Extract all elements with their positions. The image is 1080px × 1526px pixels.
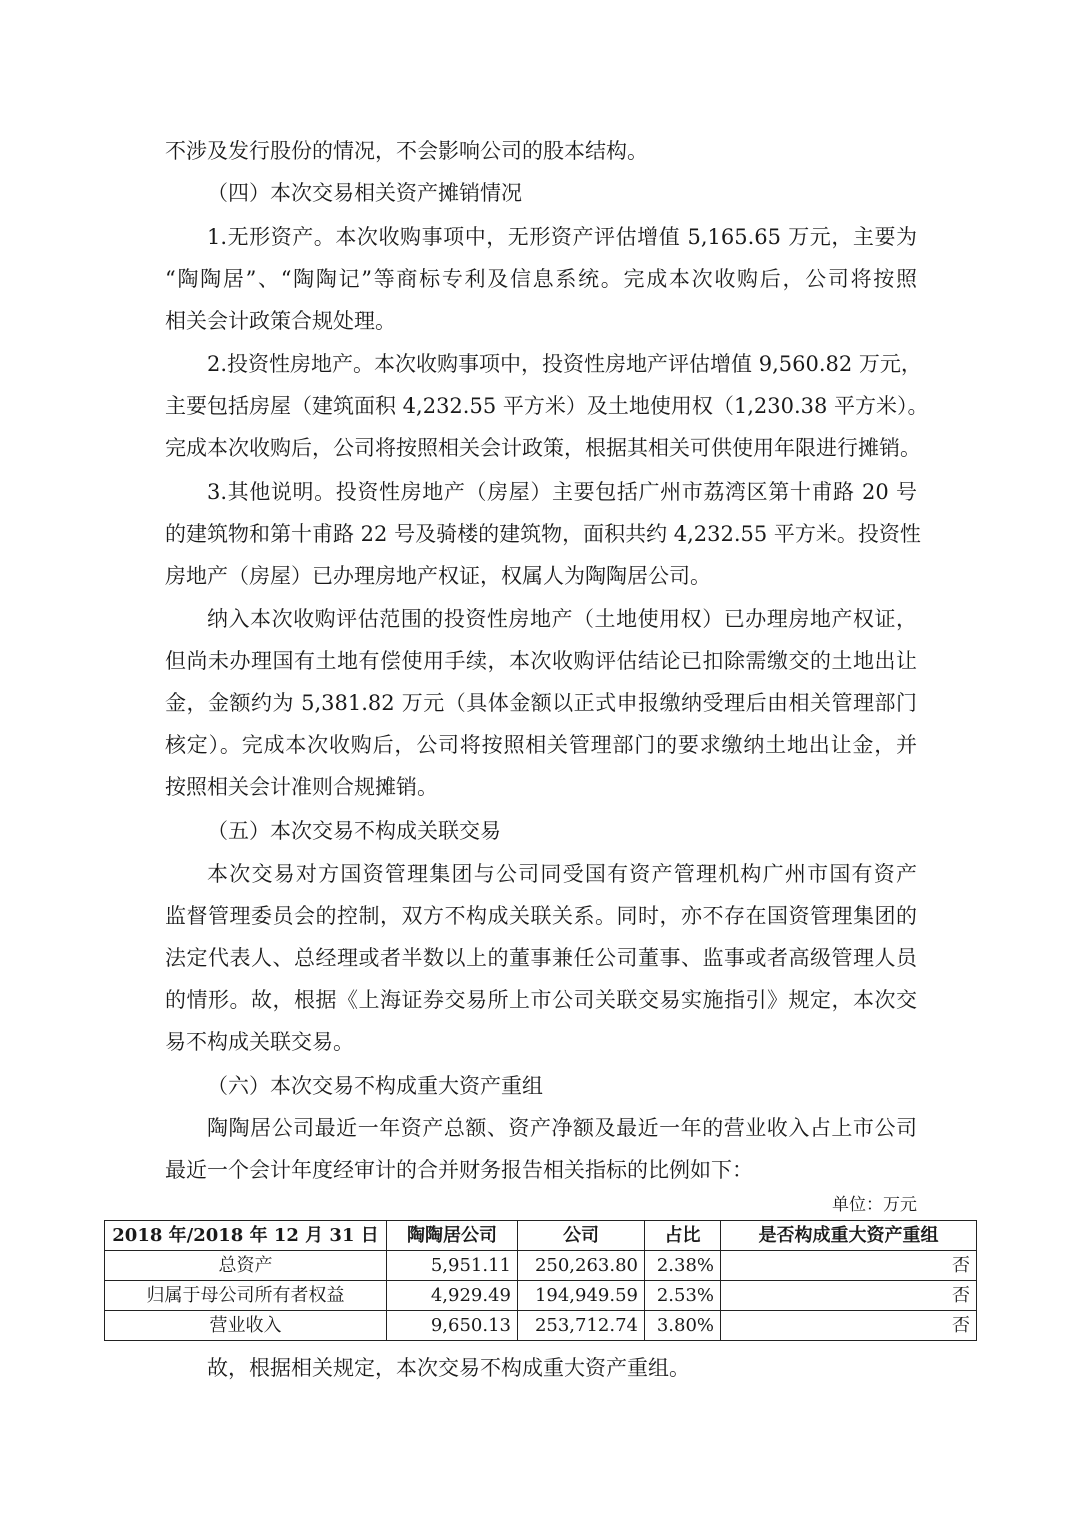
paragraph-line: 完成本次收购后，公司将按照相关会计政策，根据其相关可供使用年限进行摊销。 [165,436,921,460]
restructuring-value: 否 [721,1281,977,1311]
section-heading-6: （六）本次交易不构成重大资产重组 [207,1074,543,1098]
restructuring-value: 否 [721,1251,977,1281]
paragraph-line: 最近一个会计年度经审计的合并财务报告相关指标的比例如下： [165,1158,753,1182]
row-label: 归属于母公司所有者权益 [105,1281,387,1311]
paragraph-line: 的情形。故，根据《上海证券交易所上市公司关联交易实施指引》规定，本次交 [165,988,917,1012]
paragraph-line: 本次交易对方国资管理集团与公司同受国有资产管理机构广州市国有资产 [207,862,917,886]
col-header-company: 公司 [518,1221,645,1251]
asset-ratio-table [104,1220,977,1341]
paragraph-line: “陶陶居”、“陶陶记”等商标专利及信息系统。完成本次收购后，公司将按照 [165,267,917,291]
company-value: 194,949.59 [518,1281,645,1311]
paragraph-line: 1.无形资产。本次收购事项中，无形资产评估增值 5,165.65 万元，主要为 [207,225,917,249]
paragraph-line: 按照相关会计准则合规摊销。 [165,775,438,799]
paragraph-line: 核定）。完成本次收购后，公司将按照相关管理部门的要求缴纳土地出让金，并 [165,733,917,757]
ratio-value: 2.38% [645,1251,721,1281]
paragraph-line: 易不构成关联交易。 [165,1030,354,1054]
paragraph-line: 主要包括房屋（建筑面积 4,232.55 平方米）及土地使用权（1,230.38 平方米）。 [165,394,929,418]
ratio-value: 2.53% [645,1281,721,1311]
company-value: 250,263.80 [518,1251,645,1281]
paragraph-line: 纳入本次收购评估范围的投资性房地产（土地使用权）已办理房地产权证， [207,607,917,631]
paragraph-line: 3.其他说明。投资性房地产（房屋）主要包括广州市荔湾区第十甫路 20 号 [207,480,917,504]
paragraph-line: 但尚未办理国有土地有偿使用手续，本次收购评估结论已扣除需缴交的土地出让 [165,649,917,673]
conclusion-line: 故，根据相关规定，本次交易不构成重大资产重组。 [207,1356,690,1380]
unit-label: 单位：万元 [832,1195,917,1215]
paragraph-line: 的建筑物和第十甫路 22 号及骑楼的建筑物，面积共约 4,232.55 平方米。投资性 [165,522,921,546]
paragraph-line: 监督管理委员会的控制，双方不构成关联关系。同时，亦不存在国资管理集团的 [165,904,917,928]
col-header-period: 2018 年/2018 年 12 月 31 日 [105,1221,387,1251]
col-header-target-company: 陶陶居公司 [387,1221,518,1251]
paragraph-line: 陶陶居公司最近一年资产总额、资产净额及最近一年的营业收入占上市公司 [207,1116,917,1140]
table-row [105,1281,977,1311]
target-company-value: 5,951.11 [387,1251,518,1281]
paragraph-line: 房地产（房屋）已办理房地产权证，权属人为陶陶居公司。 [165,564,711,588]
table-row [105,1251,977,1281]
paragraph-line: 法定代表人、总经理或者半数以上的董事兼任公司董事、监事或者高级管理人员 [165,946,917,970]
target-company-value: 4,929.49 [387,1281,518,1311]
row-label: 总资产 [105,1251,387,1281]
company-value: 253,712.74 [518,1311,645,1341]
paragraph-line: 金，金额约为 5,381.82 万元（具体金额以正式申报缴纳受理后由相关管理部门 [165,691,917,715]
section-heading-5: （五）本次交易不构成关联交易 [207,819,501,843]
ratio-value: 3.80% [645,1311,721,1341]
restructuring-value: 否 [721,1311,977,1341]
paragraph-line: 2.投资性房地产。本次收购事项中，投资性房地产评估增值 9,560.82 万元， [207,352,922,376]
col-header-major-restructuring: 是否构成重大资产重组 [721,1221,977,1251]
target-company-value: 9,650.13 [387,1311,518,1341]
table-row [105,1311,977,1341]
col-header-ratio: 占比 [645,1221,721,1251]
paragraph-line: 相关会计政策合规处理。 [165,309,396,333]
section-heading-4: （四）本次交易相关资产摊销情况 [207,181,522,205]
row-label: 营业收入 [105,1311,387,1341]
table-header-row [105,1221,977,1251]
paragraph-line: 不涉及发行股份的情况，不会影响公司的股本结构。 [165,139,648,163]
